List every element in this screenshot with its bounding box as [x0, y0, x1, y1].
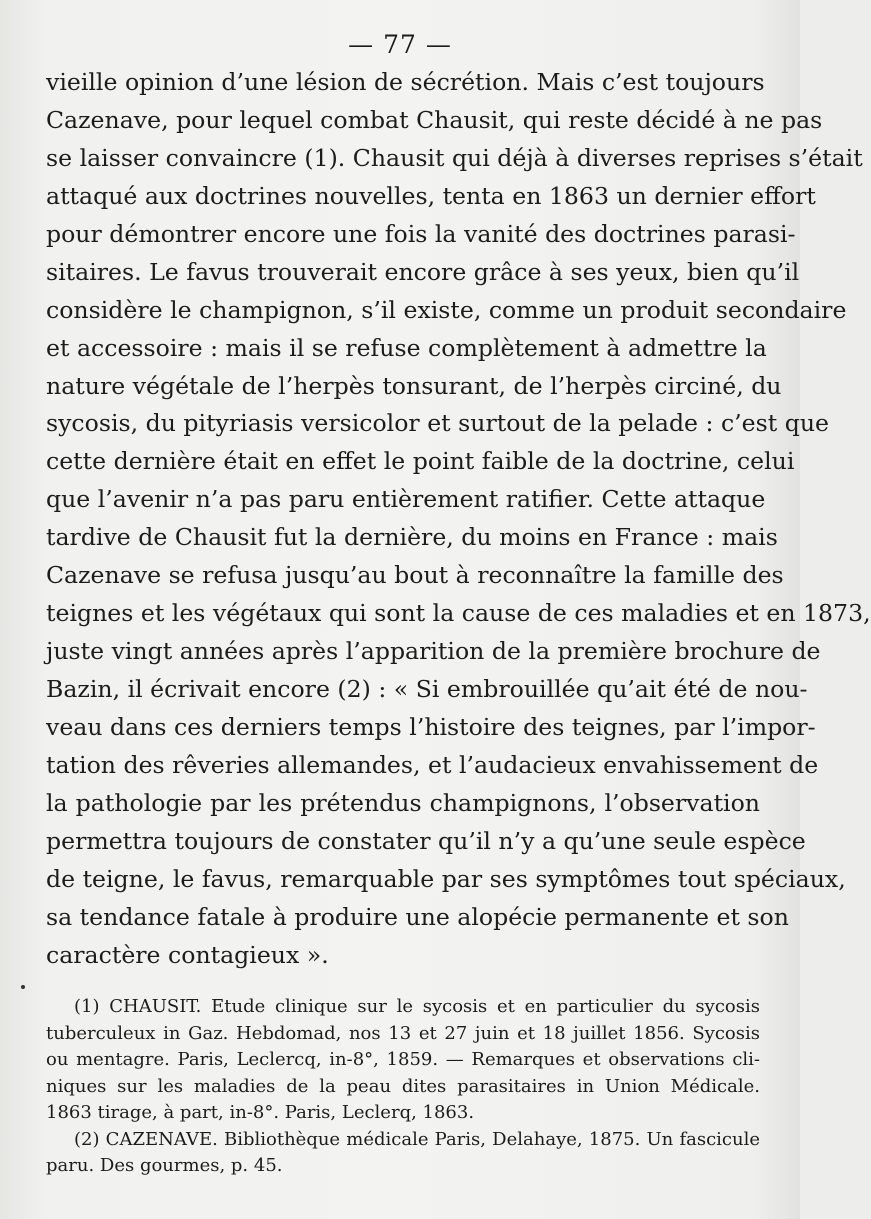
- body-line: que l’avenir n’a pas paru entièrement ratifier. Cette attaque: [46, 485, 766, 514]
- body-line: veau dans ces derniers temps l’histoire des teignes, par l’impor-: [46, 712, 816, 741]
- body-line: tation des rêveries allemandes, et l’audacieux envahissement de: [46, 750, 819, 779]
- body-line: cette dernière était en effet le point faible de la doctrine, celui: [46, 447, 795, 476]
- body-line: permettra toujours de constater qu’il n’y a qu’une seule espèce: [46, 826, 806, 855]
- body-line: juste vingt années après l’apparition de la première brochure de: [46, 637, 821, 666]
- footnote-line: (2) CAZENAVE. Bibliothèque médicale Paris, Delahaye, 1875. Un fascicule: [74, 1128, 760, 1150]
- body-line: sa tendance fatale à produire une alopécie permanente et son: [46, 902, 789, 931]
- footnote-line: (1) CHAUSIT. Etude clinique sur le sycosis et en particulier du sycosis: [74, 996, 760, 1017]
- body-line: tardive de Chausit fut la dernière, du moins en France : mais: [46, 523, 778, 552]
- body-line: sycosis, du pityriasis versicolor et surtout de la pelade : c’est que: [46, 409, 829, 438]
- body-line: de teigne, le favus, remarquable par ses symptômes tout spéciaux,: [46, 864, 846, 893]
- page-number: — 77 —: [348, 30, 452, 59]
- body-line: sitaires. Le favus trouverait encore grâce à ses yeux, bien qu’il: [46, 257, 800, 286]
- ink-speck: [21, 985, 25, 989]
- body-line: nature végétale de l’herpès tonsurant, de l’herpès circiné, du: [46, 371, 782, 400]
- body-line: et accessoire : mais il se refuse complètement à admettre la: [46, 333, 767, 362]
- body-line: vieille opinion d’une lésion de sécrétion. Mais c’est toujours: [46, 68, 765, 96]
- body-text: [46, 64, 871, 975]
- footnote-line: paru. Des gourmes, p. 45.: [46, 1155, 283, 1176]
- body-line: attaqué aux doctrines nouvelles, tenta en 1863 un dernier effort: [46, 181, 816, 210]
- body-line: se laisser convaincre (1). Chausit qui déjà à diverses reprises s’était: [46, 143, 863, 172]
- body-line: teignes et les végétaux qui sont la cause de ces maladies et en 1873,: [46, 599, 871, 628]
- footnote-line: niques sur les maladies de la peau dites parasitaires in Union Médicale.: [46, 1075, 760, 1097]
- body-line: Cazenave, pour lequel combat Chausit, qui reste décidé à ne pas: [46, 105, 823, 134]
- body-line: la pathologie par les prétendus champignons, l’observation: [46, 788, 760, 817]
- body-line: Bazin, il écrivait encore (2) : « Si embrouillée qu’ait été de nou-: [46, 675, 808, 703]
- footnote-line: ou mentagre. Paris, Leclercq, in-8°, 1859. — Remarques et observations cli-: [46, 1049, 760, 1070]
- body-line: pour démontrer encore une fois la vanité des doctrines parasi-: [46, 219, 796, 248]
- footnote-line: tuberculeux in Gaz. Hebdomad, nos 13 et 27 juin et 18 juillet 1856. Sycosis: [46, 1022, 760, 1044]
- body-line: Cazenave se refusa jusqu’au bout à reconnaître la famille des: [46, 561, 784, 590]
- footnotes: [46, 994, 760, 1180]
- body-line: considère le champignon, s’il existe, comme un produit secondaire: [46, 295, 847, 324]
- body-line: caractère contagieux ».: [46, 940, 329, 969]
- footnote-line: 1863 tirage, à part, in-8°. Paris, Leclerq, 1863.: [46, 1102, 475, 1123]
